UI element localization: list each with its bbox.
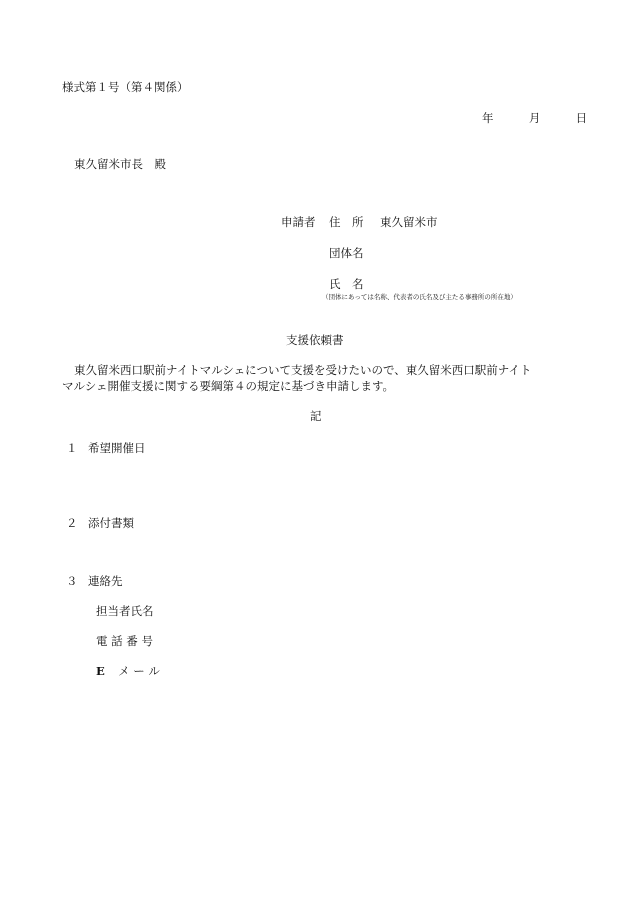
- address-label: 住 所: [329, 215, 364, 229]
- email-e: E: [96, 664, 105, 678]
- body-paragraph: [62, 362, 572, 394]
- email-rest: メ ー ル: [118, 664, 160, 678]
- body-line-2: マルシェ開催支援に関する要綱第４の規定に基づき申請します。: [62, 379, 395, 393]
- item-3-number: ３: [66, 574, 78, 588]
- addressee: 東久留米市長 殿: [74, 157, 166, 171]
- address-value: 東久留米市: [380, 215, 438, 229]
- item-1-number: １: [66, 441, 78, 455]
- applicant-label: 申請者: [281, 215, 316, 229]
- contact-email-label: [96, 664, 160, 678]
- item-2-number: ２: [66, 516, 78, 530]
- form-number: 様式第１号（第４関係）: [62, 80, 189, 94]
- name-label: 氏 名: [329, 277, 364, 291]
- item-2-label: 添付書類: [88, 516, 134, 530]
- date-day: 日: [575, 111, 588, 125]
- date-month: 月: [528, 111, 541, 125]
- ki-heading: 記: [310, 409, 322, 423]
- date-year: 年: [482, 111, 494, 125]
- document-title: 支援依頼書: [286, 333, 344, 347]
- contact-person-label: 担当者氏名: [96, 604, 154, 618]
- item-3-label: 連絡先: [88, 574, 123, 588]
- body-line-1: 東久留米西口駅前ナイトマルシェについて支援を受けたいので、東久留米西口駅前ナイト: [74, 363, 532, 377]
- item-1-label: 希望開催日: [88, 441, 146, 455]
- group-name-label: 団体名: [329, 246, 364, 260]
- contact-phone-label: 電 話 番 号: [96, 634, 153, 648]
- date-line: [482, 111, 587, 125]
- name-note: （団体にあっては名称、代表者の氏名及び主たる事務所の所在地）: [322, 293, 517, 301]
